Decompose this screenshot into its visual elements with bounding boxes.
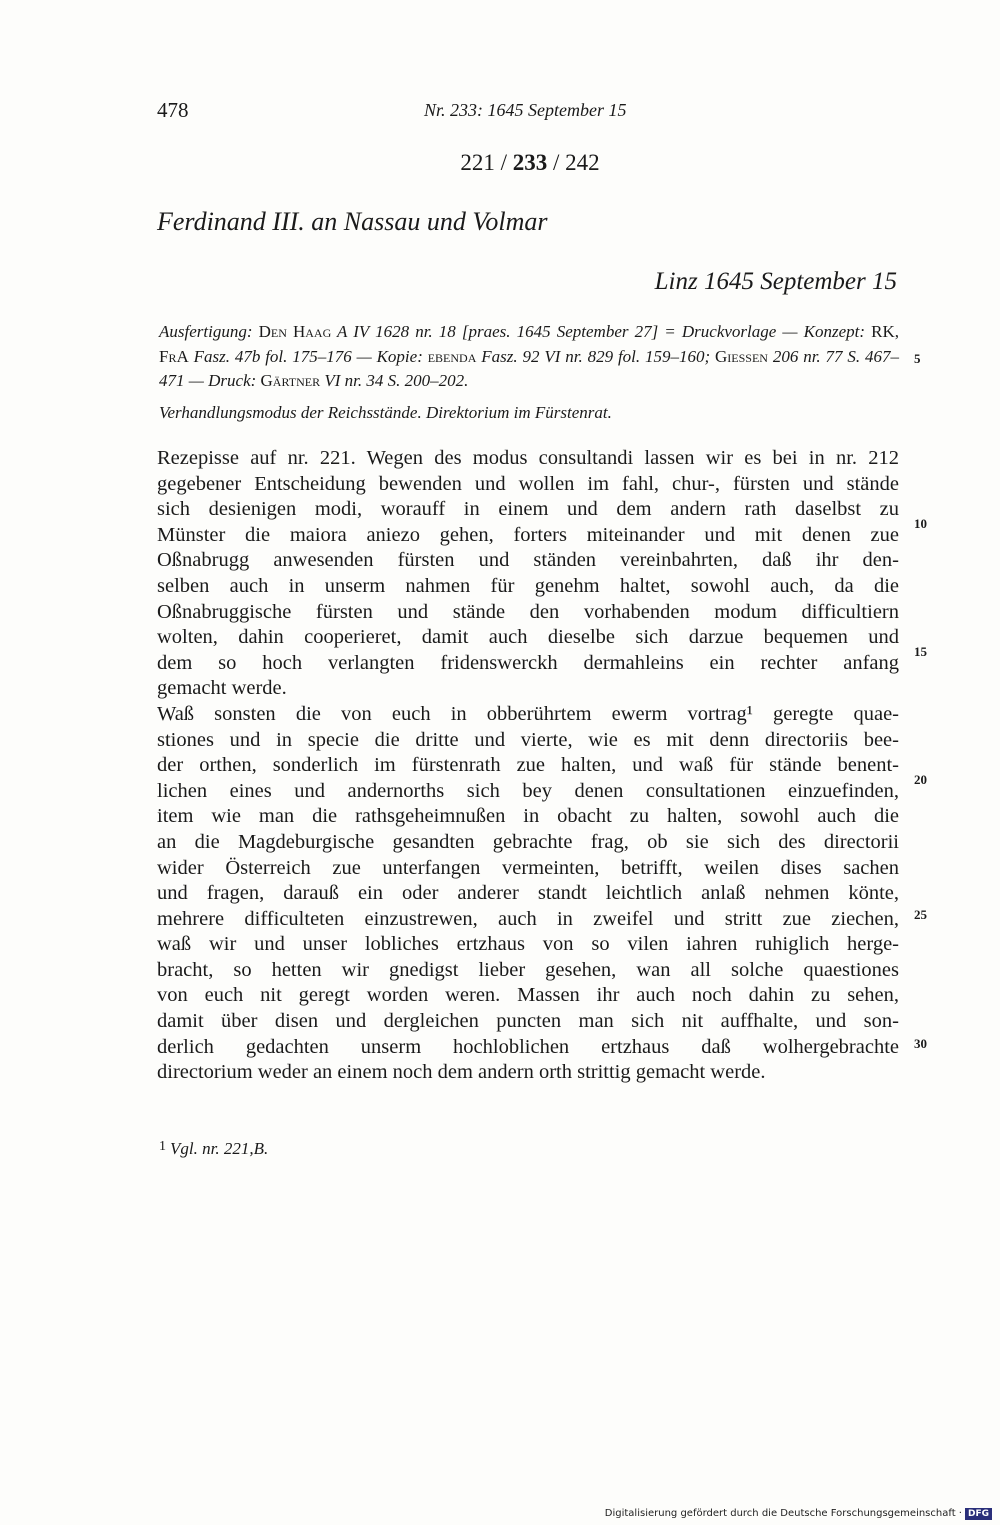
body-line: damit über disen und dergleichen puncten man sich nit auffhalte, und son-: [157, 1010, 899, 1033]
document-body: [157, 446, 899, 1086]
body-line: Rezepisse auf nr. 221. Wegen des modus consultandi lassen wir es bei in nr. 212: [157, 447, 899, 469]
nav-separator: /: [547, 150, 566, 175]
running-header: [157, 98, 897, 128]
source-detail: Fasz. 92 VI nr. 829 fol. 159–160;: [476, 346, 716, 366]
body-line: lichen eines und andernorths sich bey denen consultationen einzuefinden,: [157, 779, 899, 802]
body-line: wider Österreich zue unterfangen vermeinten, betrifft, weilen dises sachen: [157, 856, 899, 879]
next-document-link[interactable]: 242: [565, 150, 600, 175]
dfg-logo: DFG: [965, 1508, 992, 1520]
body-line: gemacht werde.: [157, 677, 287, 700]
prev-document-link[interactable]: 221: [460, 150, 495, 175]
body-line: item wie man die rathsgeheimnußen in obacht zu halten, sowohl auch die: [157, 805, 899, 828]
archive-name: RK, FrA: [159, 322, 899, 366]
source-label: Konzept:: [803, 322, 866, 341]
body-line: directorium weder an einem noch dem andern orth strittig gemacht werde.: [157, 1061, 766, 1084]
archive-name: Giessen: [715, 346, 768, 366]
body-line: Münster die maiora aniezo gehen, forters miteinander und mit denen zue: [157, 523, 899, 546]
footnote: [159, 1139, 268, 1159]
line-number: 10: [914, 516, 927, 531]
archive-name: Den Haag: [258, 322, 332, 341]
line-number: 30: [914, 1036, 927, 1051]
source-detail: A IV 1628 nr. 18 [praes. 1645 September 27] = Druckvorlage —: [331, 322, 804, 341]
source-detail: Fasz. 47b fol. 175–176 — Kopie:: [188, 346, 428, 366]
line-number: 15: [914, 644, 927, 659]
document-title: Ferdinand III. an Nassau und Volmar: [157, 207, 548, 236]
dfg-credit: Digitalisierung gefördert durch die Deutsche Forschungsgemeinschaft · DFG: [605, 1508, 992, 1520]
source-apparatus: [159, 320, 899, 394]
footnote-text: Vgl. nr. 221,B.: [170, 1139, 269, 1158]
body-line: der orthen, sonderlich im fürstenrath zue halten, und waß für stände benent-: [157, 754, 899, 777]
body-line: an die Magdeburgische gesandten gebrachte frag, ob sie sich des directorii: [157, 830, 899, 853]
line-number: 5: [914, 351, 921, 366]
line-number: 20: [914, 772, 927, 787]
document-navigation: [0, 150, 1000, 176]
body-line: selben auch in unserm nahmen für genehm haltet, sowohl auch, da die: [157, 574, 899, 597]
page-number: 478: [157, 98, 189, 122]
source-detail: VI nr. 34 S. 200–202.: [320, 371, 469, 390]
body-line: Oßnabruggische fürsten und stände den vorhabenden modum difficultiern: [157, 600, 899, 623]
source-label: Druck:: [208, 371, 257, 390]
body-line: wolten, dahin cooperieret, damit auch dieselbe sich darzue bequemen und: [157, 626, 899, 649]
running-title: Nr. 233: 1645 September 15: [424, 100, 627, 120]
nav-separator: /: [494, 150, 513, 175]
body-line: von euch nit geregt worden weren. Massen ihr auch noch dahin zu sehen,: [157, 984, 899, 1007]
credit-text: Digitalisierung gefördert durch die Deutsche Forschungsgemeinschaft: [604, 1508, 956, 1519]
body-line: stiones und in specie die dritte und vierte, wie es mit denn directoriis bee-: [157, 728, 899, 751]
body-line: derlich gedachten unserm hochloblichen ertzhaus daß wolhergebrachte: [157, 1035, 899, 1058]
body-line: Waß sonsten die von euch in obberührtem ewerm vortrag¹ geregte quae-: [157, 702, 899, 725]
body-line: dem so hoch verlangten fridenswerckh dermahleins ein rechter anfang: [157, 651, 899, 674]
archive-name: Gärtner: [260, 371, 321, 390]
footnote-mark: 1: [159, 1139, 166, 1154]
current-document-number: 233: [512, 150, 548, 175]
body-line: Oßnabrugg anwesenden fürsten und ständen vereinbahrten, daß ihr den-: [157, 549, 899, 572]
body-line: bracht, so hetten wir gnedigst lieber gesehen, wan all solche quaestiones: [157, 958, 899, 981]
source-detail: 206 nr. 77 S. 467–471 —: [159, 346, 899, 390]
place-date: Linz 1645 September 15: [654, 268, 897, 295]
body-line: waß wir und unser lobliches ertzhaus von so vilen iahren ruhiglich herge-: [157, 933, 899, 956]
body-line: und fragen, darauß ein oder anderer standt leichtlich anlaß nehmen könte,: [157, 882, 899, 905]
body-line: mehrere difficulteten einzustrewen, auch in zweifel und stritt zue ziechen,: [157, 907, 899, 930]
line-number: 25: [914, 907, 927, 922]
document-summary: Verhandlungsmodus der Reichsstände. Direktorium im Fürstenrat.: [159, 403, 612, 422]
archive-name: ebenda: [427, 346, 477, 366]
source-label: Ausfertigung:: [159, 322, 253, 341]
body-line: gegebener Entscheidung bewenden und wollen im fahl, chur-, fürsten und stände: [157, 472, 899, 495]
body-line: sich desienigen modi, worauff in einem und dem andern rath daselbst zu: [157, 498, 899, 521]
